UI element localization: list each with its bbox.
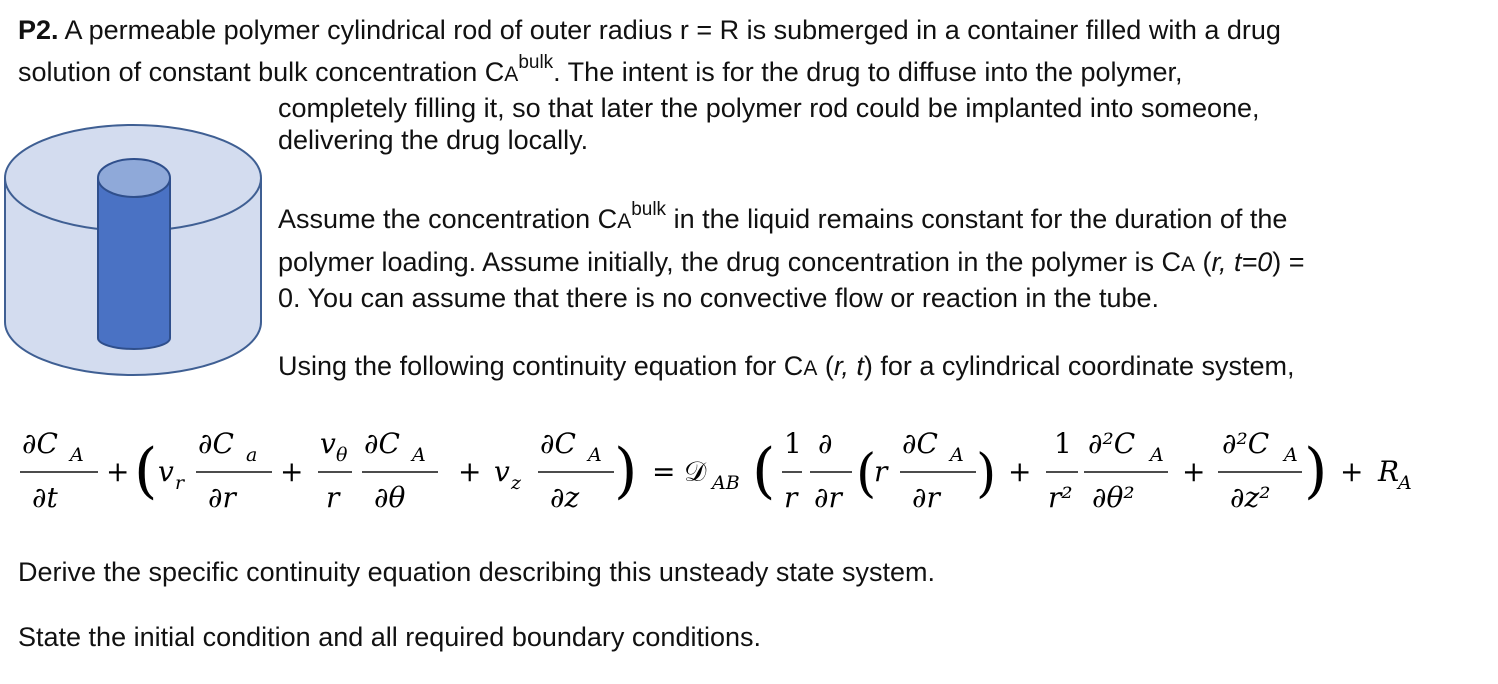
using-text-b: ( [817, 351, 834, 381]
term-vtheta [318, 427, 438, 514]
problem-label: P2. [18, 15, 59, 45]
problem-text-2a: solution of constant bulk concentration C [18, 57, 505, 87]
svg-text:A: A [1284, 444, 1298, 466]
svg-text:∂r: ∂r [208, 481, 236, 514]
term-radial [782, 427, 996, 514]
assume-line-3: 0. You can assume that there is no convective flow or reaction in the tube. [278, 283, 1160, 313]
superscript-bulk: bulk [631, 199, 667, 220]
equals-sign: = [652, 455, 676, 488]
svg-text:∂C: ∂C [198, 427, 234, 460]
subscript-a: A [803, 357, 818, 380]
svg-text:1: 1 [784, 427, 802, 460]
plus-sign: + [1340, 455, 1364, 488]
plus-sign: + [106, 455, 130, 488]
plus-sign: + [1182, 455, 1206, 488]
svg-text:A: A [950, 444, 964, 466]
svg-text:∂C: ∂C [902, 427, 938, 460]
inner-paren-open: ( [856, 444, 877, 504]
term-vr [158, 427, 272, 514]
plus-sign: + [1008, 455, 1032, 488]
subscript-a: A [1180, 253, 1195, 276]
svg-text:v: v [320, 427, 336, 460]
paren-open: ( [134, 436, 158, 506]
task-conditions: State the initial condition and all required boundary conditions. [18, 622, 761, 652]
problem-line-4: delivering the drug locally. [278, 125, 589, 155]
using-text-c: ) for a cylindrical coordinate system, [863, 351, 1295, 381]
assume-text-italic: r, t=0 [1211, 247, 1273, 277]
plus-sign: + [458, 455, 482, 488]
svg-text:∂C: ∂C [540, 427, 576, 460]
using-text-a: Using the following continuity equation for C [278, 351, 804, 381]
problem-text-2b: . The intent is for the drug to diffuse into the polymer, [553, 57, 1183, 87]
plus-sign: + [280, 455, 304, 488]
svg-text:∂C: ∂C [22, 427, 58, 460]
assume-text-2b: ( [1194, 247, 1212, 277]
reaction-term [1377, 455, 1412, 494]
svg-text:θ: θ [336, 444, 348, 466]
svg-text:∂z²: ∂z² [1230, 481, 1271, 514]
diffusivity [684, 455, 740, 494]
assume-text-b: in the liquid remains constant for the duration of the [666, 204, 1288, 234]
subscript-a: A [504, 63, 519, 86]
svg-text:r²: r² [1048, 481, 1073, 514]
svg-text:∂²C: ∂²C [1088, 427, 1136, 460]
term-dca-dt [20, 427, 98, 514]
svg-text:∂C: ∂C [364, 427, 400, 460]
svg-text:A: A [412, 444, 426, 466]
assume-line-2 [278, 246, 1305, 281]
svg-text:∂r: ∂r [814, 481, 842, 514]
problem-line-3: completely filling it, so that later the polymer rod could be implanted into someone, [278, 93, 1260, 123]
task-derive: Derive the specific continuity equation describing this unsteady state system. [18, 557, 935, 587]
svg-text:∂t: ∂t [32, 481, 58, 514]
svg-text:A: A [588, 444, 602, 466]
term-angular [1046, 427, 1168, 514]
inner-paren-close: ) [976, 444, 997, 504]
svg-text:AB: AB [712, 472, 740, 494]
svg-text:∂z: ∂z [550, 481, 580, 514]
using-text-italic: r, t [833, 351, 864, 381]
svg-text:∂²C: ∂²C [1222, 427, 1270, 460]
assume-line-1 [278, 199, 1288, 239]
svg-text:r: r [784, 481, 798, 514]
problem-text-1: A permeable polymer cylindrical rod of outer radius r = R is submerged in a container filled with a drug [64, 15, 1281, 45]
svg-text:∂θ: ∂θ [374, 481, 406, 514]
svg-text:A: A [1150, 444, 1164, 466]
continuity-equation [18, 415, 1488, 525]
paren-open: ( [752, 436, 776, 506]
svg-text:r: r [326, 481, 340, 514]
svg-text:A: A [70, 444, 84, 466]
svg-text:A: A [1398, 472, 1412, 494]
term-axial [1218, 427, 1302, 514]
assume-text-2c: ) = [1272, 247, 1305, 277]
subscript-a: A [617, 210, 632, 233]
svg-text:a: a [246, 444, 258, 466]
svg-text:∂r: ∂r [912, 481, 940, 514]
assume-text-2a: polymer loading. Assume initially, the drug concentration in the polymer is C [278, 247, 1181, 277]
svg-text:v: v [158, 455, 174, 488]
svg-text:1: 1 [1054, 427, 1072, 460]
problem-line-2 [18, 52, 1183, 92]
svg-text:r: r [874, 455, 888, 488]
term-vz [494, 427, 614, 514]
svg-text:v: v [494, 455, 510, 488]
polymer-rod [98, 159, 170, 349]
problem-line-1 [18, 14, 1281, 46]
paren-close: ) [1304, 436, 1328, 506]
using-line [278, 350, 1295, 385]
cylinder-figure [0, 100, 270, 390]
svg-text:R: R [1378, 455, 1400, 488]
svg-text:∂θ²: ∂θ² [1092, 481, 1135, 514]
svg-text:z: z [511, 472, 522, 494]
svg-text:𝒟: 𝒟 [684, 455, 707, 488]
svg-text:r: r [175, 472, 185, 494]
superscript-bulk: bulk [518, 52, 554, 73]
paren-close: ) [614, 436, 638, 506]
assume-text-a: Assume the concentration C [278, 204, 618, 234]
svg-text:∂: ∂ [818, 427, 833, 460]
